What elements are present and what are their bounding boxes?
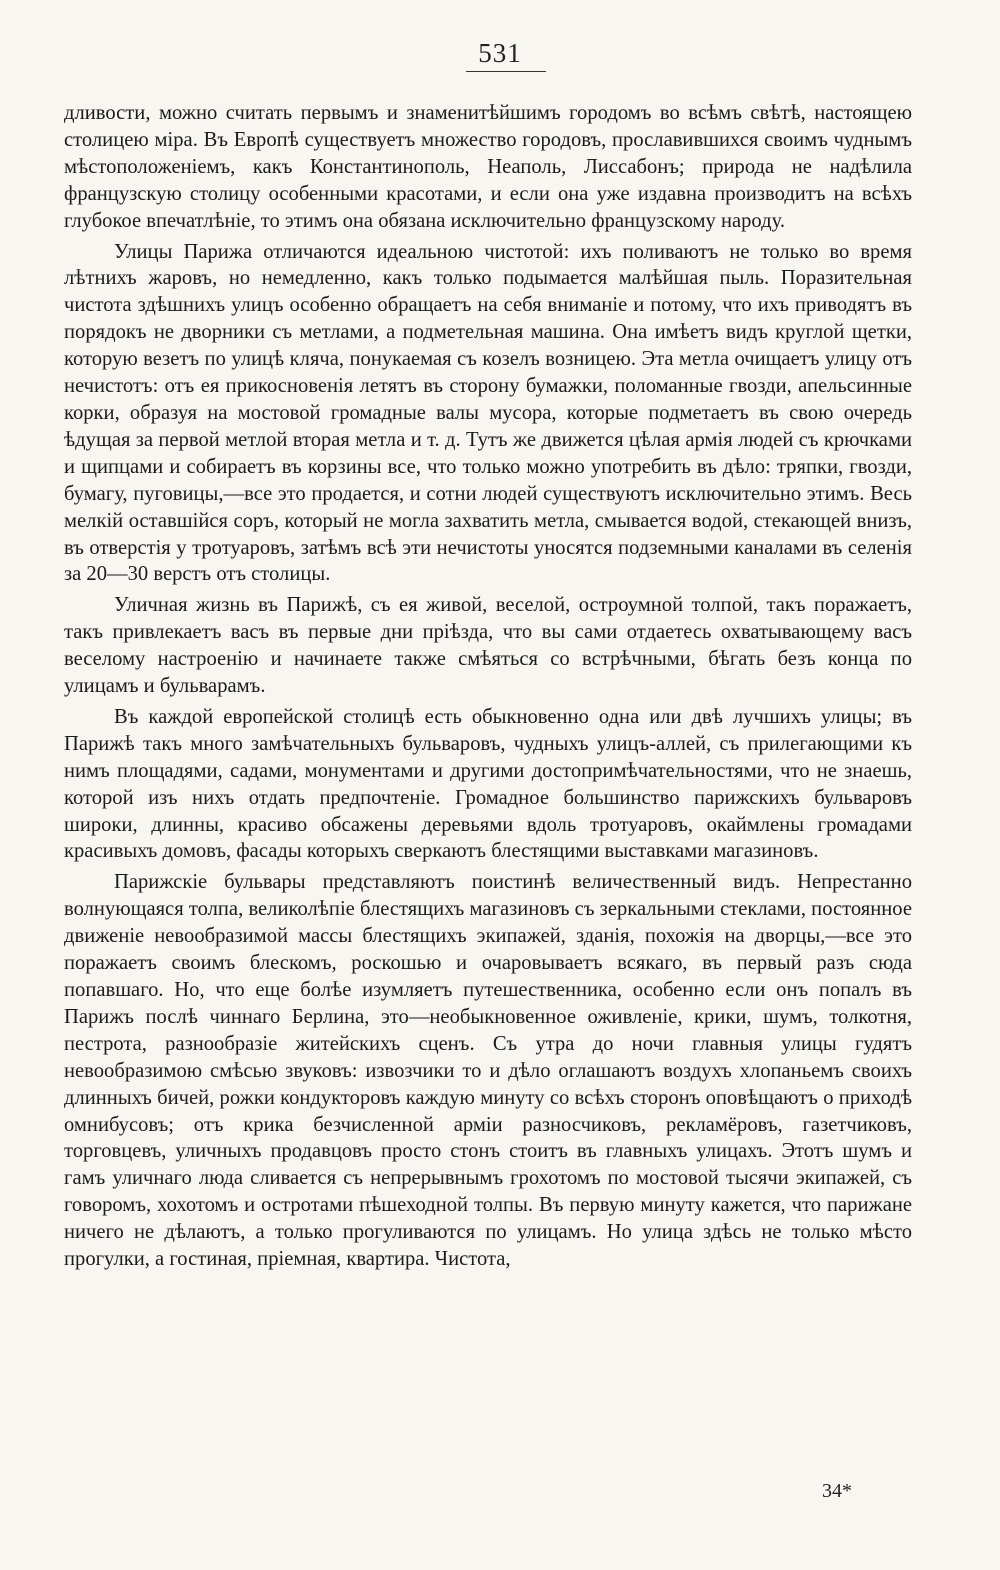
body-text xyxy=(64,100,912,1277)
paragraph-4: Въ каждой европейской столицѣ есть обыкновенно одна или двѣ лучшихъ улицы; въ Парижѣ такъ много замѣчательныхъ бульваровъ, чудныхъ улицъ-аллей, съ прилегающими къ нимъ площадями, садами, монументами и другими достопримѣчательностями, что не знаешь, которой изъ нихъ отдать предпочтеніе. Громадное большинство парижскихъ бульваровъ широки, длинны, красиво обсажены деревьями вдоль тротуаровъ, окаймлены громадами красивыхъ домовъ, фасады которыхъ сверкаютъ блестящими выставками магазиновъ. xyxy=(64,705,912,863)
printer-signature-mark: 34* xyxy=(822,1480,852,1502)
paragraph-3: Уличная жизнь въ Парижѣ, съ ея живой, веселой, остроумной толпой, такъ поражаетъ, такъ привлекаетъ васъ въ первые дни пріѣзда, что вы сами отдаетесь охватывающему васъ веселому настроенію и начинаете также смѣяться со встрѣчными, бѣгать безъ конца по улицамъ и бульварамъ. xyxy=(64,594,912,698)
paragraph-2: Улицы Парижа отличаются идеальною чистотой: ихъ поливаютъ не только во время лѣтнихъ жаровъ, но немедленно, какъ только подымается малѣйшая пыль. Поразительная чистота здѣшнихъ улицъ особенно обращаетъ на себя вниманіе и потому, что ихъ приводятъ въ порядокъ не дворники съ метлами, а подметельная машина. Она имѣетъ видъ круглой щетки, которую везетъ по улицѣ кляча, понукаемая съ козелъ возницею. Эта метла очищаетъ улицу отъ нечистотъ: отъ ея прикосновенія летятъ въ сторону бумажки, поломанные гвозди, апельсинные корки, образуя на мостовой громадные валы мусора, которые подметаетъ въ свою очередь ѣдущая за первой метлой вторая метла и т. д. Тутъ же движется цѣлая армія людей съ крючками и щипцами и собираетъ въ корзины все, что только можно употребить въ дѣло: тряпки, гвозди, бумагу, пуговицы,—все это продается, и сотни людей существуютъ исключительно этимъ. Весь мелкій оставшійся соръ, который не могла захватить метла, смывается водой, стекающей внизъ, въ отверстія у тротуаровъ, затѣмъ всѣ эти нечистоты уносятся подземными каналами въ селенія за 20—30 верстъ отъ столицы. xyxy=(64,240,912,586)
page-number: 531 xyxy=(478,38,522,68)
page-number-rule xyxy=(466,71,546,72)
paragraph-1: дливости, можно считать первымъ и знаменитѣйшимъ городомъ во всѣмъ свѣтѣ, настоящею столицею міра. Въ Европѣ существуетъ множество городовъ, прославившихся своимъ чуднымъ мѣстоположеніемъ, какъ Константинополь, Неаполь, Лиссабонъ; природа не надѣлила французскую столицу особенными красотами, и если она уже издавна производитъ на всѣхъ глубокое впечатлѣніе, то этимъ она обязана исключительно французскому народу. xyxy=(64,102,912,232)
paragraph-5: Парижскіе бульвары представляютъ поистинѣ величественный видъ. Непрестанно волнующаяся толпа, великолѣпіе блестящихъ магазиновъ съ зеркальными стеклами, постоянное движеніе невообразимой массы блестящихъ экипажей, зданія, похожія на дворцы,—все это поражаетъ своимъ блескомъ, роскошью и очаровываетъ всякаго, въ первый разъ сюда попавшаго. Но, что еще болѣе изумляетъ путешественника, особенно если онъ попалъ въ Парижъ послѣ чиннаго Берлина, это—необыкновенное оживленіе, крики, шумъ, толкотня, пестрота, разнообразіе житейскихъ сценъ. Съ утра до ночи главныя улицы гудятъ невообразимою смѣсью звуковъ: извозчики то и дѣло оглашаютъ воздухъ хлопаньемъ своихъ длинныхъ бичей, рожки кондукторовъ каждую минуту со всѣхъ сторонъ оповѣщаютъ о приходѣ омнибусовъ; отъ крика безчисленной арміи разносчиковъ, рекламёровъ, газетчиковъ, торговцевъ, уличныхъ продавцовъ просто стонъ стоитъ въ главныхъ улицахъ. Этотъ шумъ и гамъ уличнаго люда сливается съ непрерывнымъ грохотомъ по мостовой тысячи экипажей, съ говоромъ, хохотомъ и остротами пѣшеходной толпы. Въ первую минуту кажется, что парижане ничего не дѣлаютъ, а только прогуливаются по улицамъ. Но улица здѣсь не только мѣсто прогулки, а гостиная, пріемная, квартира. Чистота, xyxy=(64,871,912,1271)
